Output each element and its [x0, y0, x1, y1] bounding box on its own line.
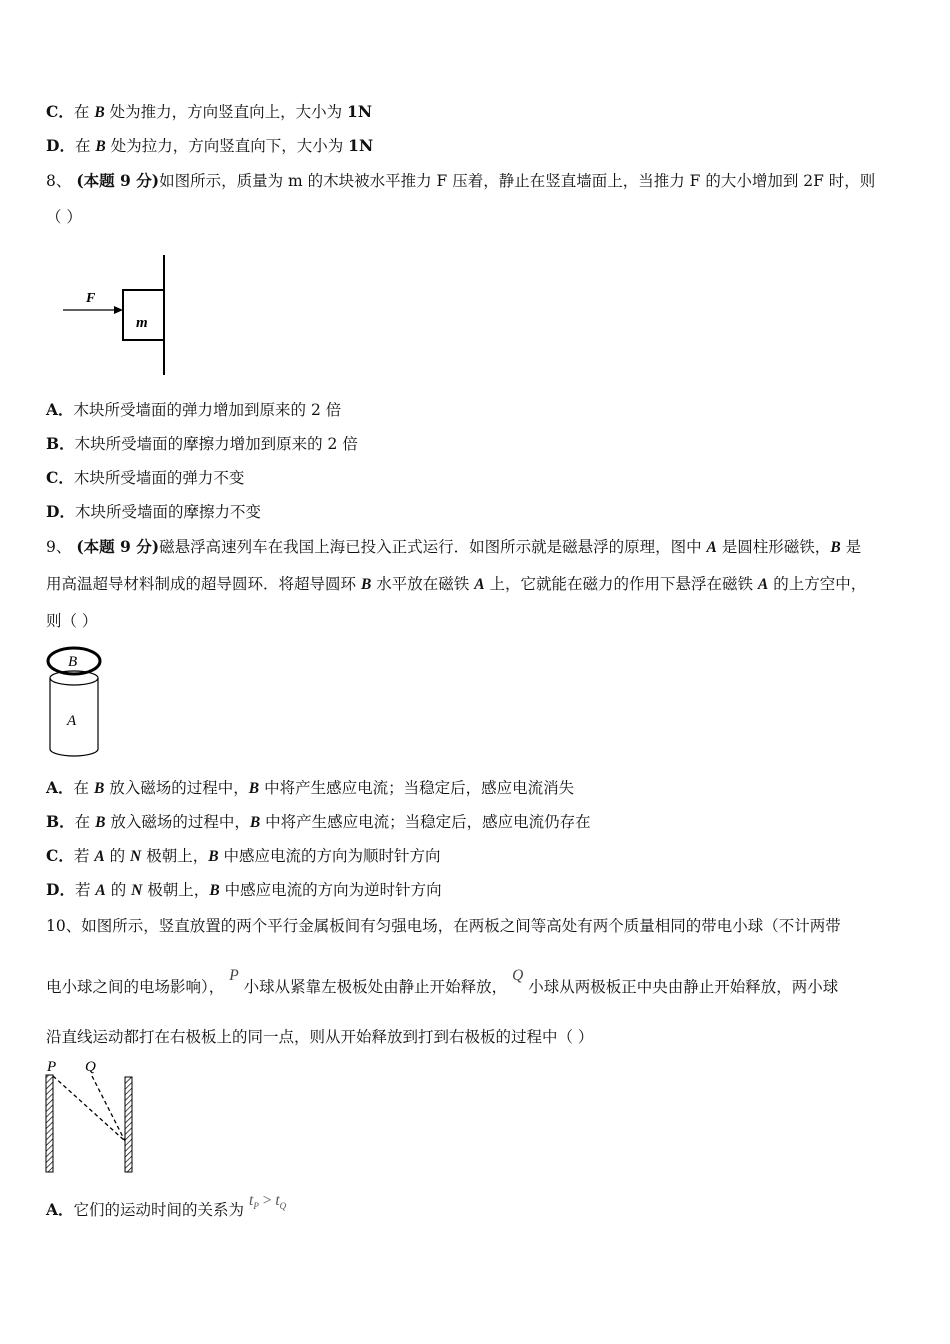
- q9-option-d: D．若 A 的 N 极朝上，B 中感应电流的方向为逆时针方向: [46, 880, 442, 899]
- q9-option-a: A．在 B 放入磁场的过程中，B 中将产生感应电流；当稳定后，感应电流消失: [46, 778, 575, 797]
- q7-option-c: C．在 B 处为推力，方向竖直向上，大小为 1N: [46, 102, 372, 121]
- path-q: [92, 1076, 125, 1141]
- label-q: Q: [85, 1059, 96, 1075]
- q9-option-b: B．在 B 放入磁场的过程中，B 中将产生感应电流；当稳定后，感应电流仍存在: [46, 812, 591, 831]
- right-plate: [125, 1077, 132, 1172]
- q9-figure: [44, 645, 104, 760]
- q8-option-a: A．木块所受墙面的弹力增加到原来的 2 倍: [46, 400, 342, 419]
- label-p: P: [47, 1059, 57, 1075]
- q9-stem-line3: 则（ ）: [46, 612, 98, 630]
- path-p: [53, 1076, 125, 1141]
- force-label: F: [86, 291, 96, 306]
- q8-figure: [60, 255, 180, 380]
- q9-stem-line2: 用高温超导材料制成的超导圆环．将超导圆环 B 水平放在磁铁 A 上，它就能在磁力的作用下悬浮在磁铁 A 的上方空中，: [46, 575, 867, 593]
- q10-figure: [40, 1055, 140, 1177]
- left-plate: [46, 1075, 53, 1172]
- label-a: A: [67, 713, 77, 729]
- q8-stem-line2: （ ）: [46, 208, 82, 226]
- q8-stem-line1: 8、 (本题 9 分)如图所示，质量为 m 的木块被水平推力 F 压着，静止在竖直墙面上，当推力 F 的大小增加到 2F 时，则: [46, 171, 876, 190]
- cylinder-bottom: [50, 749, 98, 756]
- force-arrowhead: [114, 306, 123, 314]
- q9-option-c: C．若 A 的 N 极朝上，B 中感应电流的方向为顺时针方向: [46, 846, 441, 865]
- q8-option-b: B．木块所受墙面的摩擦力增加到原来的 2 倍: [46, 434, 358, 453]
- q10-stem-line2: 电小球之间的电场影响）， P 小球从紧靠左极板处由静止开始释放， Q 小球从两极板正中央由静止开始释放，两小球: [46, 967, 839, 996]
- mass-label: m: [136, 315, 148, 331]
- q9-stem-line1: 9、 (本题 9 分)磁悬浮高速列车在我国上海已投入正式运行．如图所示就是磁悬浮的原理，图中 A 是圆柱形磁铁，B 是: [46, 537, 862, 556]
- time-relation: $t_P > t_Q$: [249, 1192, 287, 1212]
- inline-q: Q: [512, 967, 524, 984]
- inline-p: P: [229, 967, 239, 984]
- q8-option-d: D．木块所受墙面的摩擦力不变: [46, 502, 261, 521]
- q10-stem-line3: 沿直线运动都打在右极板上的同一点，则从开始释放到打到右极板的过程中（ ）: [46, 1028, 594, 1046]
- label-b: B: [68, 654, 78, 670]
- q8-option-c: C．木块所受墙面的弹力不变: [46, 468, 245, 487]
- q7-option-d: D．在 B 处为拉力，方向竖直向下，大小为 1N: [46, 136, 374, 155]
- q10-stem-line1: 10、如图所示，竖直放置的两个平行金属板间有匀强电场，在两板之间等高处有两个质量相同的带电小球（不计两带: [46, 917, 841, 935]
- q10-option-a: A．它们的运动时间的关系为 $t_P > t_Q$: [46, 1192, 287, 1219]
